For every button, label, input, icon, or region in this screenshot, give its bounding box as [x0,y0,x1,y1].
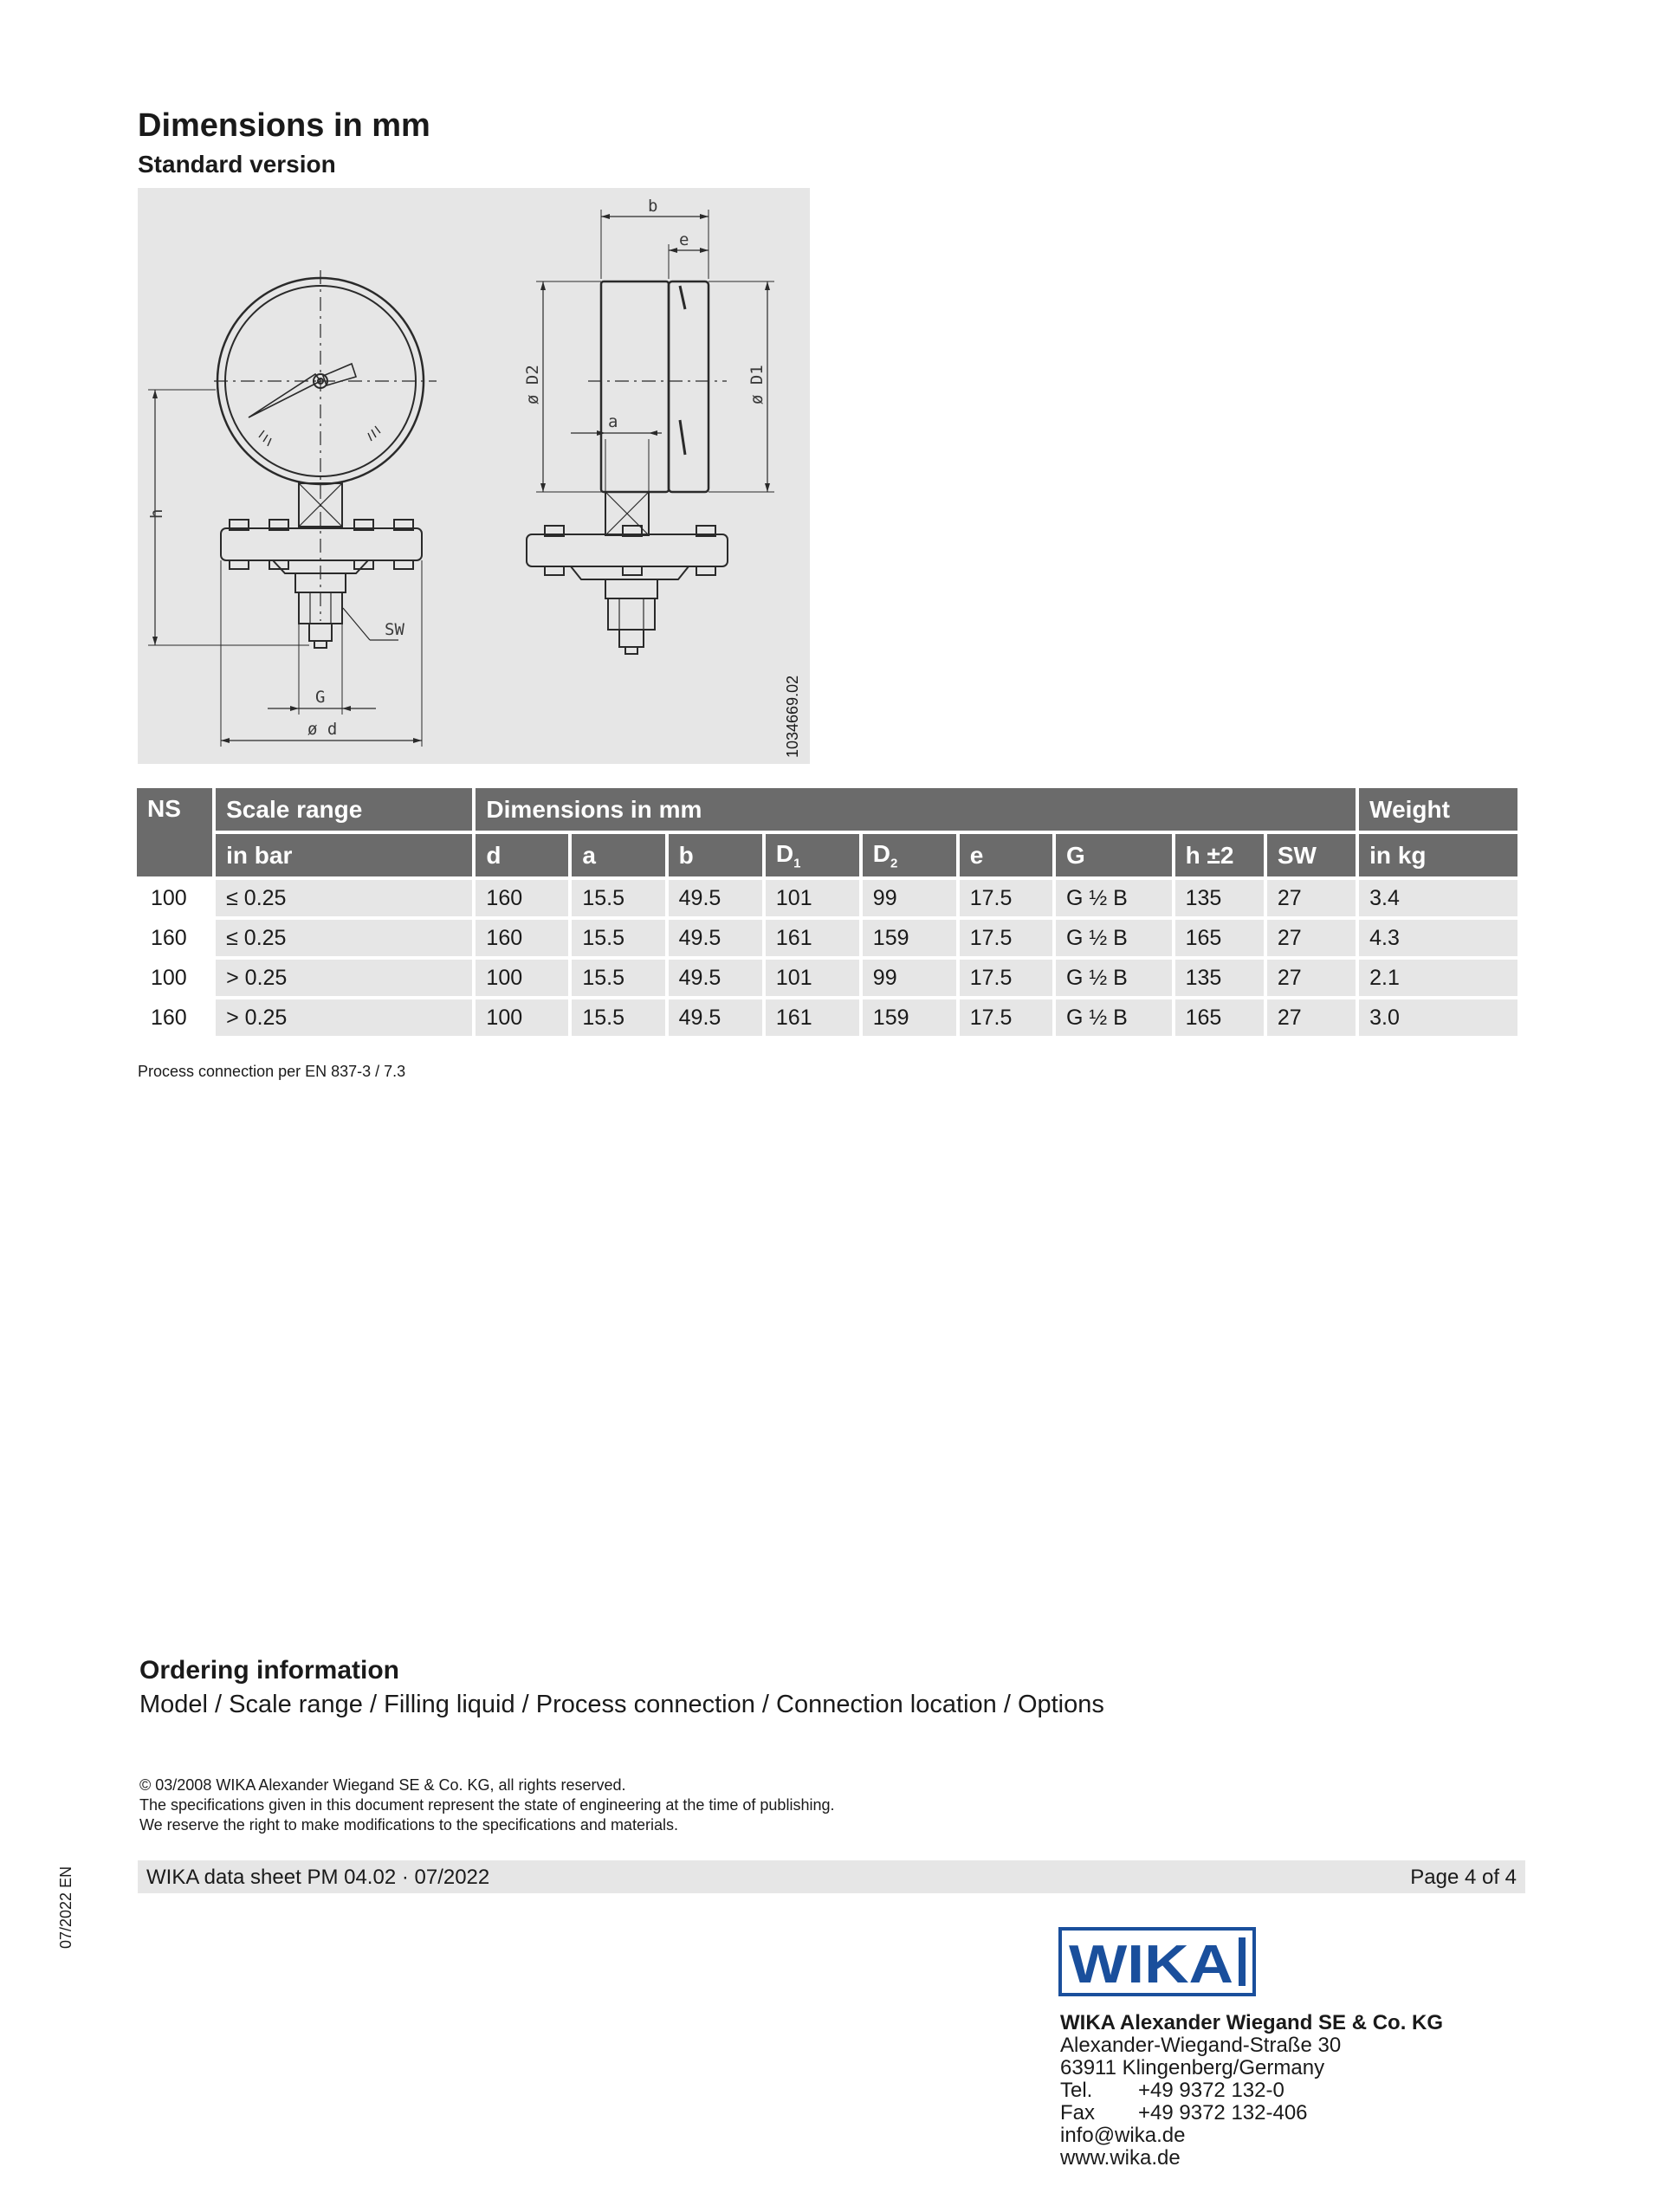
table-row [137,960,1517,996]
col-e: e [960,834,1052,876]
cell-e: 17.5 [960,920,1052,956]
cell-ns: 160 [151,925,187,950]
cell-d1: 161 [766,920,859,956]
cell-ns: 100 [151,885,187,910]
table-header-row-1 [137,788,1517,831]
cell-d2: 99 [863,960,956,996]
cell-scale: > 0.25 [216,960,472,996]
col-d1: $D_1$ [766,834,859,876]
table-footnote: Process connection per EN 837-3 / 7.3 [138,1063,406,1080]
cell-b: 49.5 [669,960,762,996]
cell-sw: 27 [1267,999,1356,1036]
cell-b: 49.5 [669,880,762,916]
address-tel: Tel. +49 9372 132-0 [1060,2079,1284,2102]
dim-label-d1: ø D1 [747,365,767,404]
address-email[interactable]: info@wika.de [1060,2124,1186,2147]
cell-h: 165 [1175,999,1264,1036]
cell-b: 49.5 [669,999,762,1036]
dim-label-b: b [648,197,658,216]
cell-d1: 101 [766,880,859,916]
col-d: d [476,834,568,876]
cell-e: 17.5 [960,880,1052,916]
cell-b: 49.5 [669,920,762,956]
dimension-drawing [138,188,810,764]
wika-logo [1058,1927,1256,1996]
col-weight: Weight [1359,788,1517,831]
company-name: WIKA Alexander Wiegand SE & Co. KG [1060,2011,1444,2034]
address-city: 63911 Klingenberg/Germany [1060,2056,1325,2079]
logo-text: WIKA [1069,1935,1233,1995]
address-fax: Fax +49 9372 132-406 [1060,2101,1308,2125]
footer-datasheet: WIKA data sheet PM 04.02 · 07/2022 [146,1866,490,1889]
address-website[interactable]: www.wika.de [1060,2146,1181,2170]
dim-label-d: ø d [307,720,338,739]
cell-d: 100 [476,999,568,1036]
cell-scale: > 0.25 [216,999,472,1036]
table-row [137,999,1517,1036]
cell-ns: 160 [151,1005,187,1030]
cell-d2: 159 [863,920,956,956]
cell-weight: 2.1 [1359,960,1517,996]
footer-page-number: Page 4 of 4 [1410,1866,1517,1889]
col-weight-unit: in kg [1359,834,1517,876]
cell-sw: 27 [1267,880,1356,916]
dim-label-g: G [315,688,326,707]
gauge-drawing-svg [138,188,810,764]
drawing-number: 1034669.02 [784,675,801,758]
cell-sw: 27 [1267,920,1356,956]
cell-e: 17.5 [960,999,1052,1036]
col-scale-range: Scale range [216,788,472,831]
section-subtitle: Standard version [138,151,336,178]
dim-label-sw: SW [385,620,404,639]
cell-g: G ½ B [1056,960,1172,996]
table-row [137,920,1517,956]
cell-e: 17.5 [960,960,1052,996]
table-row [137,880,1517,916]
col-b: b [669,834,762,876]
cell-a: 15.5 [572,920,664,956]
cell-d2: 99 [863,880,956,916]
col-sw: SW [1267,834,1356,876]
cell-weight: 3.4 [1359,880,1517,916]
cell-a: 15.5 [572,999,664,1036]
cell-sw: 27 [1267,960,1356,996]
col-h: h ±2 [1175,834,1264,876]
cell-scale: ≤ 0.25 [216,880,472,916]
dim-label-d2: ø D2 [523,365,542,404]
col-g: G [1056,834,1172,876]
dim-label-a: a [608,412,618,431]
col-ns: NS [137,788,212,876]
cell-d: 160 [476,920,568,956]
cell-a: 15.5 [572,960,664,996]
cell-a: 15.5 [572,880,664,916]
cell-d: 160 [476,880,568,916]
dim-label-h: h [147,508,166,519]
cell-weight: 3.0 [1359,999,1517,1036]
col-dimensions: Dimensions in mm [476,788,1356,831]
cell-d1: 101 [766,960,859,996]
cell-h: 135 [1175,960,1264,996]
side-edition-text: 07/2022 EN [57,1866,74,1949]
wika-logo-svg [1058,1927,1256,1996]
page-title: Dimensions in mm [138,107,430,144]
dimensions-table [133,785,1521,1039]
legal-line: We reserve the right to make modifications to the specifications and materials. [139,1816,678,1834]
cell-g: G ½ B [1056,920,1172,956]
legal-notice [139,1775,834,1835]
table-header-row-2 [137,834,1517,876]
cell-d2: 159 [863,999,956,1036]
legal-line: The specifications given in this document represent the state of engineering at the time of publishing. [139,1796,835,1814]
cell-scale: ≤ 0.25 [216,920,472,956]
ordering-text: Model / Scale range / Filling liquid / Process connection / Connection location / Options [139,1691,1104,1718]
cell-h: 165 [1175,920,1264,956]
company-address [1060,2012,1443,2170]
cell-weight: 4.3 [1359,920,1517,956]
address-street: Alexander-Wiegand-Straße 30 [1060,2034,1342,2057]
legal-line: © 03/2008 WIKA Alexander Wiegand SE & Co. KG, all rights reserved. [139,1776,626,1794]
cell-d: 100 [476,960,568,996]
cell-h: 135 [1175,880,1264,916]
col-d2: $D_2$ [863,834,956,876]
col-scale-unit: in bar [216,834,472,876]
cell-ns: 100 [151,965,187,990]
col-a: a [572,834,664,876]
footer-bar [138,1860,1525,1893]
cell-g: G ½ B [1056,999,1172,1036]
dim-label-e: e [679,230,689,249]
cell-g: G ½ B [1056,880,1172,916]
ordering-title: Ordering information [139,1656,399,1685]
cell-d1: 161 [766,999,859,1036]
